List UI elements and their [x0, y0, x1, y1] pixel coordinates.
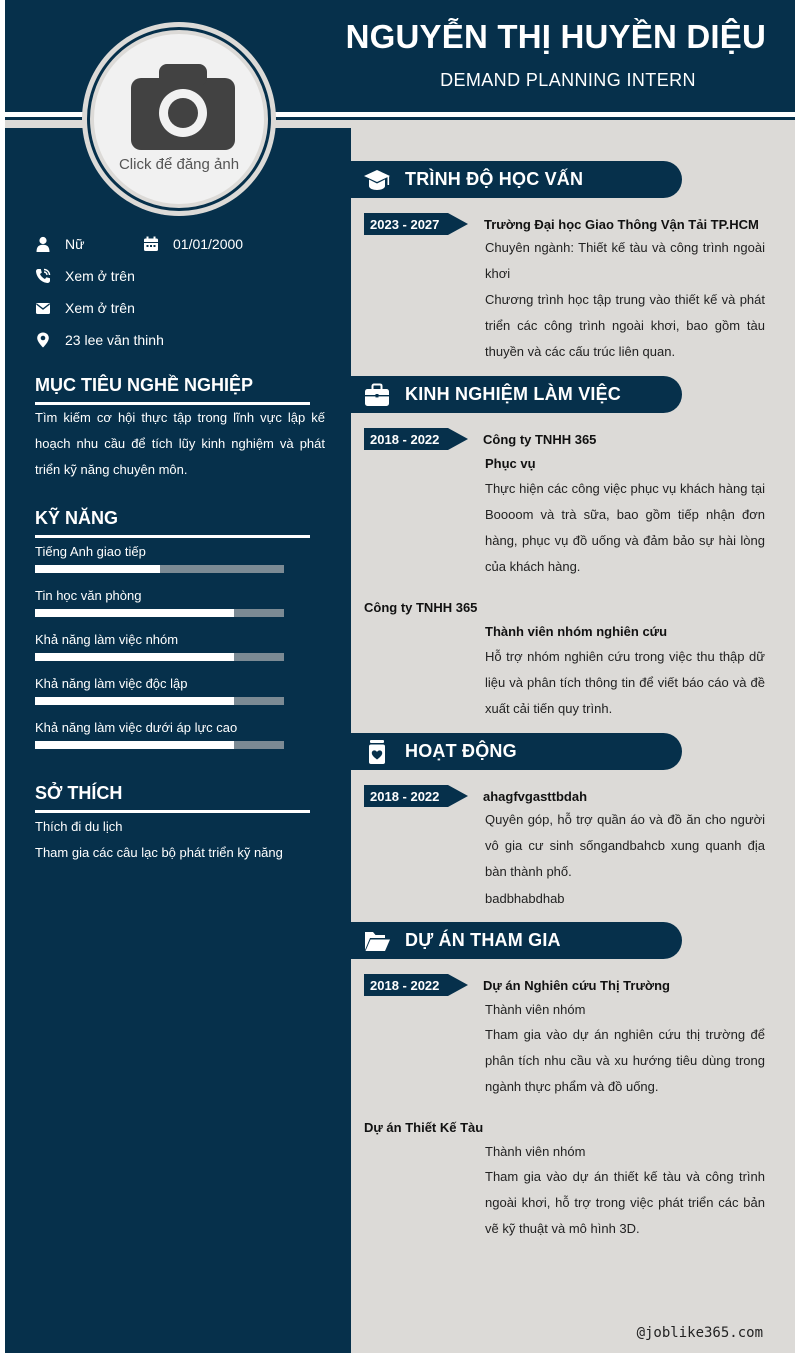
donation-jar-icon	[363, 739, 391, 765]
skill-label: Khả năng làm việc độc lập	[35, 676, 188, 691]
resume-page	[5, 0, 795, 1353]
activities-section-header	[351, 733, 682, 770]
phone-icon	[35, 268, 51, 284]
activities-extra: badbhabdhab	[485, 891, 565, 906]
skill-bar	[35, 741, 284, 749]
education-date-tag	[364, 213, 468, 235]
projects-heading: DỰ ÁN THAM GIA	[405, 930, 561, 950]
activities-date-tag	[364, 785, 468, 807]
project-date-tag	[364, 974, 468, 996]
hobby-item: Tham gia các câu lạc bộ phát triển kỹ năng	[35, 845, 283, 860]
skill-bar	[35, 653, 284, 661]
envelope-icon	[35, 300, 51, 316]
birthday-row	[143, 236, 243, 252]
project-name: Dự án Thiết Kế Tàu	[364, 1120, 484, 1135]
skill-label: Khả năng làm việc dưới áp lực cao	[35, 720, 238, 735]
phone-row	[35, 268, 135, 284]
skill-bar	[35, 609, 284, 617]
experience-date-tag	[364, 428, 468, 450]
hobby-item: Thích đi du lịch	[35, 819, 123, 834]
calendar-icon	[143, 236, 159, 252]
skill-bar	[35, 565, 284, 573]
education-heading: TRÌNH ĐỘ HỌC VẤN	[405, 169, 584, 189]
skill-label: Tiếng Anh giao tiếp	[35, 544, 146, 559]
location-pin-icon	[35, 332, 51, 348]
graduation-cap-icon	[363, 167, 391, 193]
hobbies-rule	[35, 810, 310, 813]
experience-role: Phục vụ	[485, 456, 536, 471]
address-value: 23 lee văn thinh	[65, 332, 164, 348]
activities-description: Quyên góp, hỗ trợ quần áo và đồ ăn cho người vô gia cư sinh sốngandbahcb xung quanh địa bàn thành phố.	[485, 812, 765, 879]
avatar-caption: Click để đăng ảnh	[118, 156, 240, 173]
activities-heading: HOẠT ĐỘNG	[405, 741, 517, 761]
education-school: Trường Đại học Giao Thông Vận Tải TP.HCM	[484, 217, 759, 232]
footer-brand: @joblike365.com	[636, 1325, 763, 1341]
person-icon	[35, 236, 51, 252]
education-date: 2023 - 2027	[370, 216, 440, 232]
email-value: Xem ở trên	[65, 300, 135, 316]
birthday-value: 01/01/2000	[173, 236, 244, 252]
skill-label: Tin học văn phòng	[35, 588, 142, 603]
education-section-header	[351, 161, 682, 198]
project-role: Thành viên nhóm	[485, 1144, 586, 1159]
skill-bar-fill	[35, 565, 160, 573]
experience-company: Công ty TNHH 365	[364, 600, 478, 615]
avatar-upload[interactable]	[90, 30, 268, 208]
experience-description: Thực hiện các công việc phục vụ khách hàng tại Boooom và trà sữa, bao gồm tiếp nhận đơn hàng, phục vụ đồ uống và đảm bảo sự hài lòng của khách hàng.	[485, 481, 765, 574]
project-name: Dự án Nghiên cứu Thị Trường	[483, 978, 670, 993]
address-row	[35, 332, 164, 348]
camera-icon	[131, 60, 235, 152]
skill-label: Khả năng làm việc nhóm	[35, 632, 179, 647]
project-description: Tham gia vào dự án thiết kế tàu và công trình ngoài khơi, hỗ trợ trong việc phát triển các bản vẽ kỹ thuật và mô hình 3D.	[485, 1169, 765, 1236]
experience-company: Công ty TNHH 365	[483, 432, 597, 447]
skills-heading: KỸ NĂNG	[35, 508, 119, 528]
skill-bar-fill	[35, 741, 234, 749]
education-major: Chuyên ngành: Thiết kế tàu và công trình ngoài khơi	[485, 240, 765, 281]
skills-rule	[35, 535, 310, 538]
gender-row	[35, 236, 84, 252]
skill-bar-fill	[35, 609, 234, 617]
activities-date: 2018 - 2022	[370, 788, 440, 804]
job-title: DEMAND PLANNING INTERN	[440, 70, 696, 90]
projects-section-header	[351, 922, 682, 959]
experience-heading: KINH NGHIỆM LÀM VIỆC	[405, 384, 622, 404]
skill-bar	[35, 697, 284, 705]
experience-section-header	[351, 376, 682, 413]
briefcase-icon	[363, 382, 391, 408]
experience-description: Hỗ trợ nhóm nghiên cứu trong việc thu thập dữ liệu và phân tích thông tin để viết báo cáo và đề xuất cải tiến quy trình.	[485, 649, 765, 716]
activities-organization: ahagfvgasttbdah	[483, 789, 588, 804]
candidate-name: NGUYỄN THỊ HUYỀN DIỆU	[345, 18, 766, 55]
project-date: 2018 - 2022	[370, 977, 440, 993]
hobbies-heading: SỞ THÍCH	[35, 783, 123, 803]
objective-heading: MỤC TIÊU NGHỀ NGHIỆP	[35, 375, 254, 395]
skill-bar-fill	[35, 697, 234, 705]
project-description: Tham gia vào dự án nghiên cứu thị trường để phân tích nhu cầu và xu hướng tiêu dùng trong ngành thực phẩm và đồ uống.	[485, 1027, 765, 1094]
experience-role: Thành viên nhóm nghiên cứu	[485, 624, 668, 639]
gender-value: Nữ	[65, 236, 85, 252]
phone-value: Xem ở trên	[65, 268, 135, 284]
experience-date: 2018 - 2022	[370, 431, 440, 447]
project-role: Thành viên nhóm	[485, 1002, 586, 1017]
skill-bar-fill	[35, 653, 234, 661]
folder-open-icon	[363, 928, 391, 954]
education-description: Chương trình học tập trung vào thiết kế và phát triển các công trình ngoài khơi, bao gồm tàu thuyền và các cấu trúc liên quan.	[485, 292, 765, 359]
email-row	[35, 300, 135, 316]
objective-text: Tìm kiếm cơ hội thực tập trong lĩnh vực lập kế hoạch nhu cầu để tích lũy kinh nghiệm và phát triển kỹ năng chuyên môn.	[35, 410, 325, 477]
